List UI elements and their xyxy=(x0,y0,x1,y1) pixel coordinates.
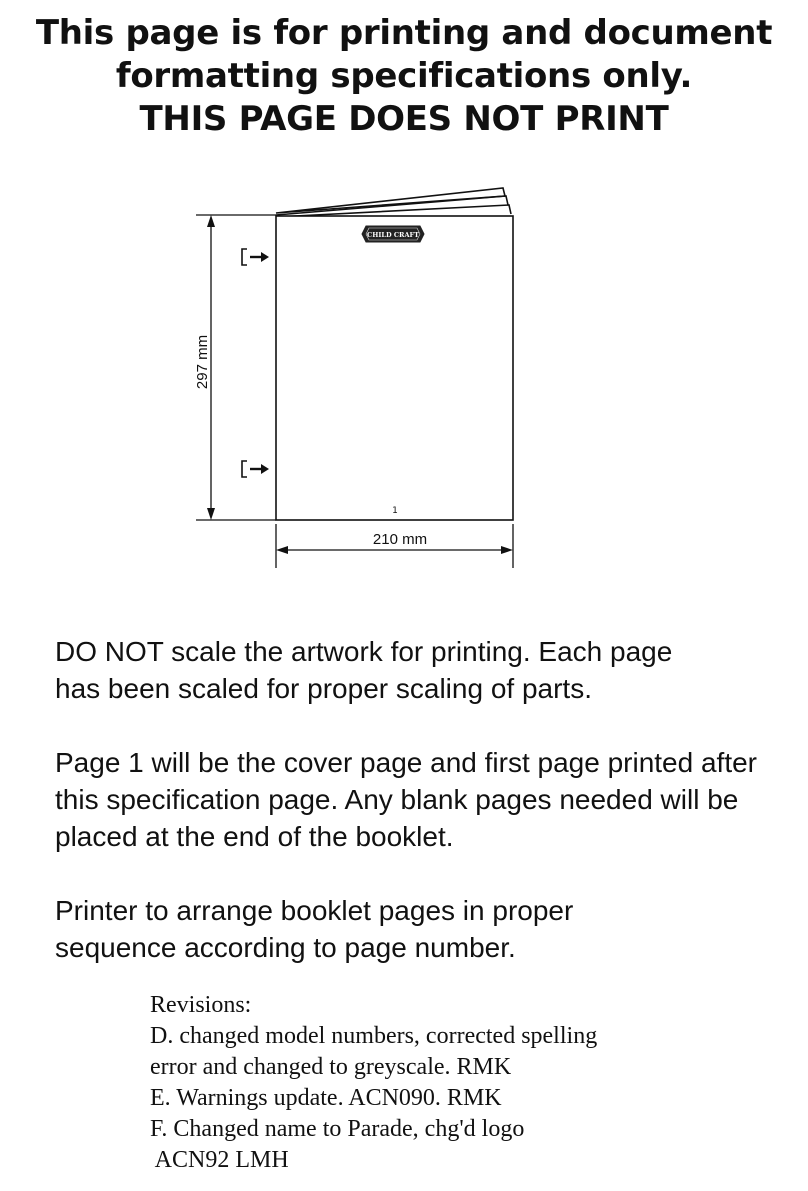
revision-line: error and changed to greyscale. RMK xyxy=(150,1054,512,1080)
revision-line: F. Changed name to Parade, chg'd logo xyxy=(150,1116,525,1142)
revisions-block xyxy=(150,990,770,1176)
height-label: 297 mm xyxy=(194,334,211,390)
paragraph-sequence: Printer to arrange booklet pages in proper sequence according to page number. xyxy=(55,895,574,963)
binding-mark-bottom-icon xyxy=(242,461,269,477)
revisions-title: Revisions: xyxy=(150,992,252,1018)
revision-line: D. changed model numbers, corrected spelling xyxy=(150,1023,598,1049)
header-line-3: THIS PAGE DOES NOT PRINT xyxy=(139,99,669,139)
logo-text: CHILD CRAFT xyxy=(367,231,419,239)
width-label: 210 mm xyxy=(372,531,428,548)
revision-line: ACN92 LMH xyxy=(150,1147,289,1173)
paragraph-scaling: DO NOT scale the artwork for printing. Each page has been scaled for proper scaling of parts. xyxy=(55,636,673,704)
binding-mark-top-icon xyxy=(242,249,269,265)
header-line-1: This page is for printing and document xyxy=(35,13,773,53)
paragraph-cover-page: Page 1 will be the cover page and first page printed after this specification page. Any blank pages needed will be placed at the end of the booklet. xyxy=(55,747,757,852)
revision-line: E. Warnings update. ACN090. RMK xyxy=(150,1085,502,1111)
brand-logo xyxy=(362,226,424,242)
page-number: 1 xyxy=(392,506,398,516)
booklet-front-page xyxy=(276,216,513,520)
header-line-2: formatting specifications only. xyxy=(115,56,693,96)
